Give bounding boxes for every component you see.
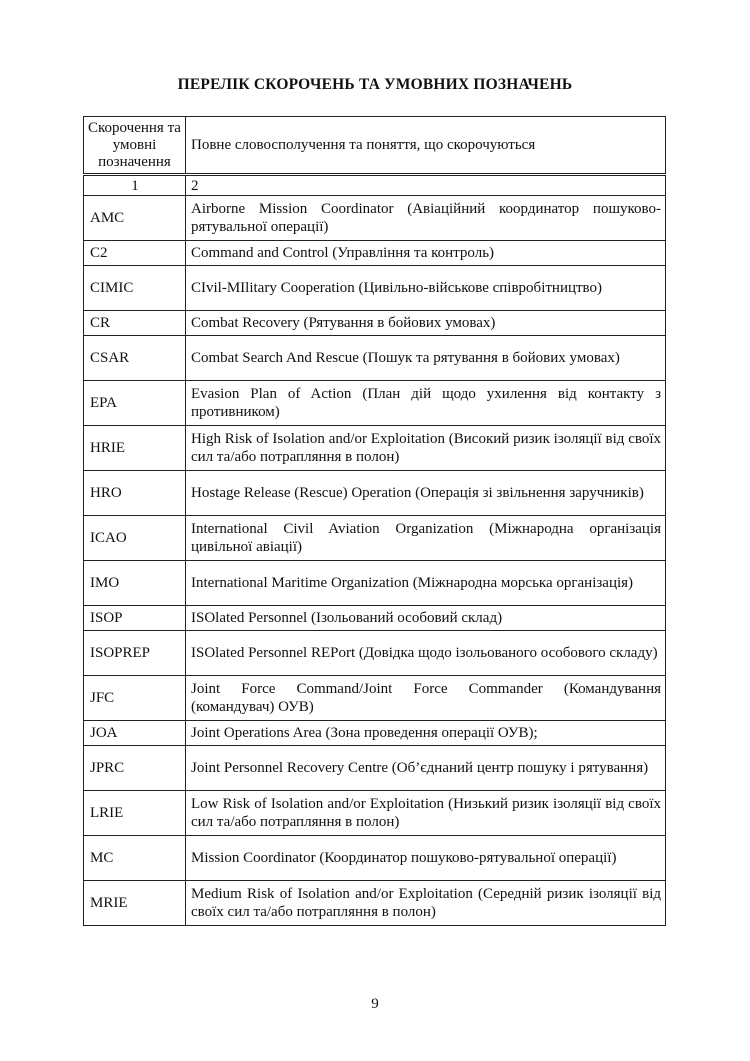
- table-row: [84, 336, 666, 381]
- full-term-cell: Joint Operations Area (Зона проведення операції ОУВ);: [186, 721, 666, 746]
- abbreviation-cell: CIMIC: [84, 266, 186, 311]
- abbreviation-cell: AMC: [84, 196, 186, 241]
- column-number-row: [84, 175, 666, 196]
- abbreviation-cell: ICAO: [84, 516, 186, 561]
- abbreviation-cell: CSAR: [84, 336, 186, 381]
- header-full-term: Повне словосполучення та поняття, що скорочуються: [186, 117, 666, 175]
- table-row: [84, 266, 666, 311]
- full-term-cell: Combat Recovery (Рятування в бойових умовах): [186, 311, 666, 336]
- full-term-cell: International Maritime Organization (Міжнародна морська організація): [186, 561, 666, 606]
- full-term-cell: Joint Force Command/Joint Force Commander (Командування (командувач) ОУВ): [186, 676, 666, 721]
- abbreviation-cell: C2: [84, 241, 186, 266]
- abbreviation-cell: ISOPREP: [84, 631, 186, 676]
- table-row: [84, 836, 666, 881]
- full-term-cell: Hostage Release (Rescue) Operation (Операція зі звільнення заручників): [186, 471, 666, 516]
- full-term-cell: Medium Risk of Isolation and/or Exploitation (Середній ризик ізоляції від своїх сил та/або потрапляння в полон): [186, 881, 666, 926]
- table-row: [84, 746, 666, 791]
- table-header-row: [84, 117, 666, 175]
- table-row: [84, 426, 666, 471]
- table-row: [84, 311, 666, 336]
- full-term-cell: International Civil Aviation Organization (Міжнародна організація цивільної авіації): [186, 516, 666, 561]
- abbreviation-cell: ISOP: [84, 606, 186, 631]
- abbreviation-cell: HRIE: [84, 426, 186, 471]
- full-term-cell: Mission Coordinator (Координатор пошуково-рятувальної операції): [186, 836, 666, 881]
- abbreviation-cell: HRO: [84, 471, 186, 516]
- abbreviation-cell: MC: [84, 836, 186, 881]
- header-abbreviation: Скорочення та умовні позначення: [84, 117, 186, 175]
- abbreviation-cell: JPRC: [84, 746, 186, 791]
- table-row: [84, 381, 666, 426]
- abbreviation-cell: EPA: [84, 381, 186, 426]
- column-number-2: 2: [186, 175, 666, 196]
- full-term-cell: Evasion Plan of Action (План дій щодо ухилення від контакту з противником): [186, 381, 666, 426]
- page-title: ПЕРЕЛІК СКОРОЧЕНЬ ТА УМОВНИХ ПОЗНАЧЕНЬ: [177, 76, 573, 93]
- full-term-cell: CIvil-MIlitary Cooperation (Цивільно-військове співробітництво): [186, 266, 666, 311]
- full-term-cell: ISOlated Personnel REPort (Довідка щодо ізольованого особового складу): [186, 631, 666, 676]
- abbreviation-cell: JOA: [84, 721, 186, 746]
- abbreviation-cell: JFC: [84, 676, 186, 721]
- table-row: [84, 196, 666, 241]
- full-term-cell: ISOlated Personnel (Ізольований особовий склад): [186, 606, 666, 631]
- table-row: [84, 676, 666, 721]
- full-term-cell: Low Risk of Isolation and/or Exploitation (Низький ризик ізоляції від своїх сил та/або потрапляння в полон): [186, 791, 666, 836]
- table-row: [84, 471, 666, 516]
- abbreviations-table: [83, 116, 666, 926]
- abbreviation-cell: LRIE: [84, 791, 186, 836]
- table-row: [84, 606, 666, 631]
- abbreviation-cell: IMO: [84, 561, 186, 606]
- table-row: [84, 241, 666, 266]
- full-term-cell: High Risk of Isolation and/or Exploitation (Високий ризик ізоляції від своїх сил та/або потрапляння в полон): [186, 426, 666, 471]
- full-term-cell: Joint Personnel Recovery Centre (Об’єднаний центр пошуку і рятування): [186, 746, 666, 791]
- table-row: [84, 791, 666, 836]
- abbreviation-cell: MRIE: [84, 881, 186, 926]
- table-row: [84, 881, 666, 926]
- table-row: [84, 516, 666, 561]
- page-number: 9: [371, 996, 379, 1012]
- full-term-cell: Combat Search And Rescue (Пошук та рятування в бойових умовах): [186, 336, 666, 381]
- abbreviation-cell: CR: [84, 311, 186, 336]
- table-row: [84, 561, 666, 606]
- table-row: [84, 721, 666, 746]
- full-term-cell: Airborne Mission Coordinator (Авіаційний координатор пошуково-рятувальної операції): [186, 196, 666, 241]
- table-row: [84, 631, 666, 676]
- column-number-1: 1: [84, 175, 186, 196]
- full-term-cell: Command and Control (Управління та контроль): [186, 241, 666, 266]
